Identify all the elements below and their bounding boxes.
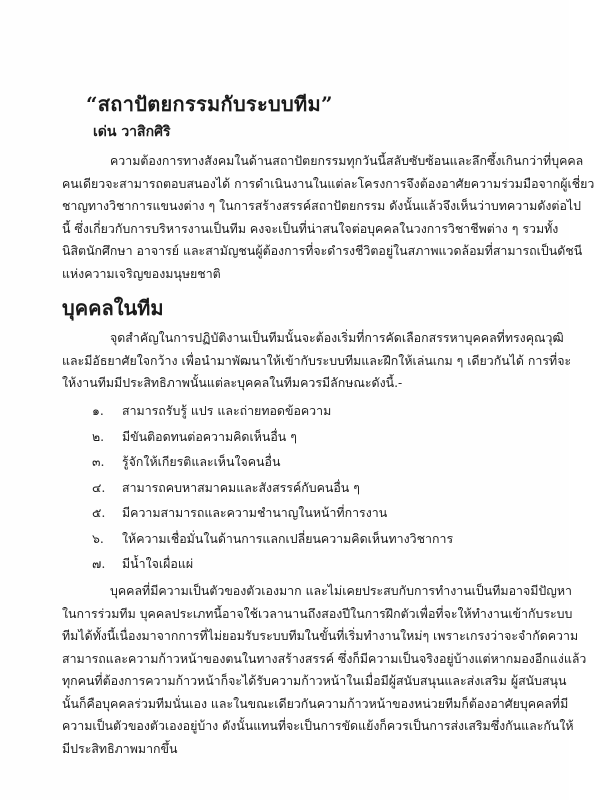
list-number: ๒.	[92, 428, 105, 444]
list-number: ๖.	[92, 530, 104, 546]
paragraph-line: นั้นก็คือบุคคลร่วมทีมนั่นเอง และในขณะเดียวกันความก้าวหน้าของหน่วยทีมก็ต้องอาศัยบุคคลที่มี	[62, 695, 569, 711]
section-intro-paragraph	[62, 327, 572, 395]
paragraph-line: ชาญทางวิชาการแขนงต่าง ๆ ในการสร้างสรรค์สถาปัตยกรรม ดังนั้นแล้วจึงเห็นว่าบทความดังต่อไป	[62, 198, 581, 213]
list-text: มีน้ำใจเผื่อแผ่	[122, 556, 194, 571]
list-item	[92, 449, 453, 475]
paragraph-line: ทีมได้ทั้งนี้เนื่องมาจากการที่ไม่ยอมรับระบบทีมในขั้นที่เริ่มทำงานใหม่ๆ เพราะเกรงว่าจะจำกัดความ	[62, 628, 579, 643]
list-item	[92, 526, 453, 552]
list-item	[92, 551, 453, 577]
list-text: มีขันติอดทนต่อความคิดเห็นอื่น ๆ	[122, 428, 297, 444]
list-item	[92, 398, 453, 424]
paragraph-line: มีประสิทธิภาพมากขึ้น	[62, 740, 178, 756]
section-heading: บุคคลในทีม	[62, 296, 164, 320]
paragraph-line: และมีอัธยาศัยใจกว้าง เพื่อนำมาพัฒนาให้เข้ากับระบบทีมและฝึกให้เล่นเกม ๆ เดียวกันได้ การที่จะ	[62, 352, 572, 368]
list-number: ๕.	[92, 505, 106, 520]
list-text: สามารถรับรู้ แปร และถ่ายทอดข้อความ	[122, 403, 332, 418]
list-text: ให้ความเชื่อมั่นในด้านการแลกเปลี่ยนความคิดเห็นทางวิชาการ	[122, 530, 454, 546]
list-text: มีความสามารถและความชำนาญในหน้าที่การงาน	[122, 505, 388, 520]
paragraph-line: ความเป็นตัวของตัวเองอยู่บ้าง ดังนั้นแทนที่จะเป็นการขัดแย้งก็ควรเป็นการส่งเสริมซึ่งกันและกันให้	[62, 718, 574, 733]
article-title: “สถาปัตยกรรมกับระบบทีม”	[86, 92, 333, 116]
closing-paragraph	[62, 580, 587, 760]
paragraph-line: ให้งานทีมมีประสิทธิภาพนั้นแต่ละบุคคลในทีมควรมีลักษณะดังนี้.-	[62, 375, 403, 390]
list-text: รู้จักให้เกียรติและเห็นใจคนอื่น	[122, 454, 281, 469]
paragraph-line: บุคคลที่มีความเป็นตัวของตัวเองมาก และไม่เคยประสบกับการทำงานเป็นทีมอาจมีปัญหา	[110, 583, 572, 598]
author-name: เด่น วาสิกศิริ	[93, 124, 171, 140]
intro-paragraph	[62, 150, 594, 285]
list-item	[92, 500, 453, 526]
list-number: ๑.	[92, 403, 104, 418]
list-item	[92, 475, 453, 501]
paragraph-line: จุดสำคัญในการปฏิบัติงานเป็นทีมนั้นจะต้องเริ่มที่การคัดเลือกสรรหาบุคคลที่ทรงคุณวุฒิ	[110, 330, 564, 345]
list-number: ๓.	[92, 454, 105, 469]
list-text: สามารถคบหาสมาคมและสังสรรค์กับคนอื่น ๆ	[122, 479, 360, 495]
qualities-list	[92, 398, 453, 577]
list-item	[92, 424, 453, 450]
paragraph-line: นิสิตนักศึกษา อาจารย์ และสามัญชนผู้ต้องการที่จะดำรงชีวิตอยู่ในสภาพแวดล้อมที่สามารถเป็นดัชนี	[62, 243, 583, 258]
paragraph-line: ทุกคนที่ต้องการความก้าวหน้าก็จะได้รับความก้าวหน้าในเมื่อมีผู้สนับสนุนและส่งเสริม ผู้สนับสนุน	[62, 673, 567, 688]
list-number: ๔.	[92, 479, 106, 495]
paragraph-line: ความต้องการทางสังคมในด้านสถาปัตยกรรมทุกวันนี้สลับซับซ้อนและลึกซึ้งเกินกว่าที่บุคคล	[110, 153, 584, 168]
paragraph-line: สามารถและความก้าวหน้าของตนในทางสร้างสรรค์ ซึ่งก็มีความเป็นจริงอยู่บ้างแต่หากมองอีกแง่แล้ว	[62, 650, 587, 666]
list-number: ๗.	[92, 556, 106, 571]
paragraph-line: คนเดียวจะสามารถตอบสนองได้ การดำเนินงานในแต่ละโครงการจึงต้องอาศัยความร่วมมือจากผู้เชี่ยว	[62, 175, 594, 191]
paragraph-line: ในการร่วมทีม บุคคลประเภทนี้อาจใช้เวลานานถึงสองปีในการฝึกตัวเพื่อที่จะให้ทำงานเข้ากับระบบ	[62, 605, 573, 621]
paragraph-line: นี้ ซึ่งเกี่ยวกับการบริหารงานเป็นทีม คงจะเป็นที่น่าสนใจต่อบุคคลในวงการวิชาชีพต่าง ๆ รวมทั้ง	[62, 220, 559, 236]
paragraph-line: แห่งความเจริญของมนุษยชาติ	[62, 265, 221, 281]
